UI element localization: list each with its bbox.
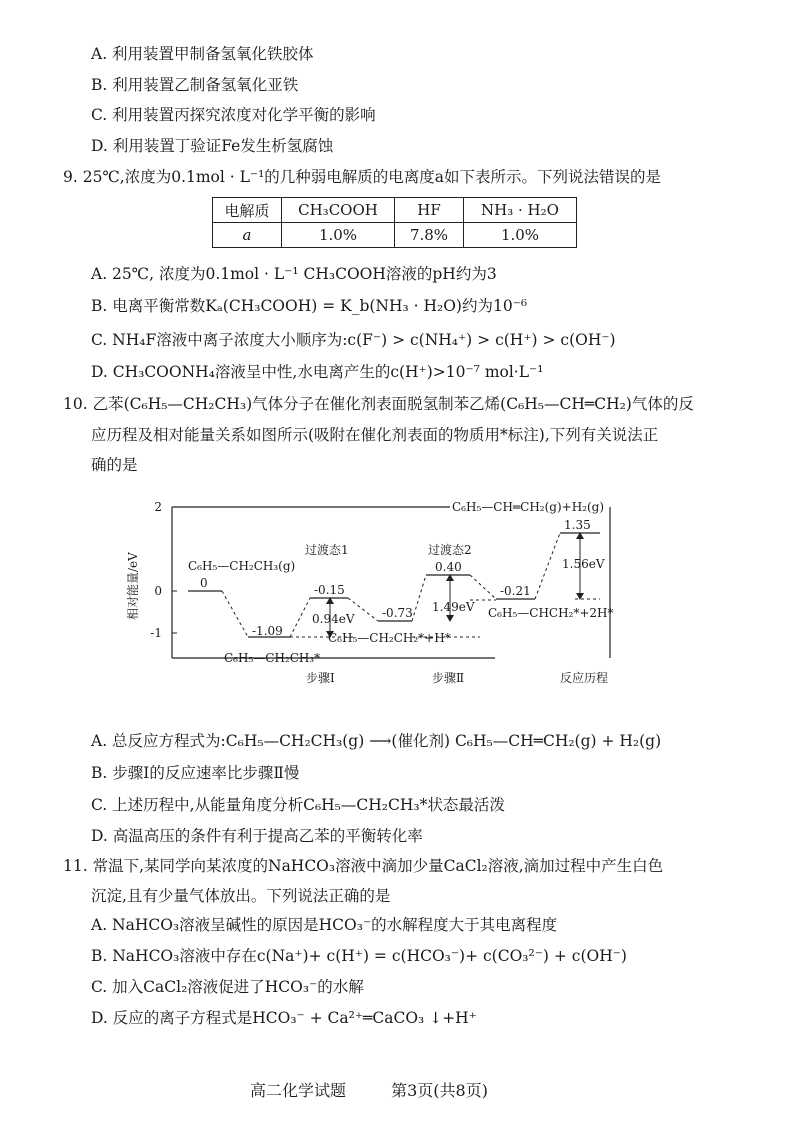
q11-stem-line1: 11. 常温下,某同学向某浓度的NaHCO₃溶液中滴加少量CaCl₂溶液,滴加过程中产生白色 (63, 857, 664, 875)
q9-option-b: B. 电离平衡常数Kₐ(CH₃COOH) = K_b(NH₃ · H₂O)约为10⁻⁶ (91, 297, 528, 315)
ionization-table (212, 197, 577, 248)
q8-option-c: C. 利用装置丙探究浓度对化学平衡的影响 (91, 106, 376, 124)
q11-option-c: C. 加入CaCl₂溶液促进了HCO₃⁻的水解 (91, 978, 364, 996)
connector (535, 533, 560, 599)
table-header: CH₃COOH (282, 198, 395, 223)
table-cell: 7.8% (395, 223, 464, 248)
table-header: HF (395, 198, 464, 223)
energy-value: 0.40 (435, 560, 462, 574)
q10-stem-line3: 确的是 (91, 456, 138, 474)
q11-option-d: D. 反应的离子方程式是HCO₃⁻ + Ca²⁺═CaCO₃ ↓+H⁺ (91, 1009, 477, 1027)
ts2-label: 过渡态2 (428, 543, 472, 557)
q10-option-c: C. 上述历程中,从能量角度分析C₆H₅—CH₂CH₃*状态最活泼 (91, 796, 505, 814)
q11-option-b: B. NaHCO₃溶液中存在c(Na⁺)+ c(H⁺) = c(HCO₃⁻)+ c(CO₃²⁻) + c(OH⁻) (91, 947, 627, 965)
energy-value: -0.21 (500, 584, 531, 598)
q10-stem-line1: 10. 乙苯(C₆H₅—CH₂CH₃)气体分子在催化剂表面脱氢制苯乙烯(C₆H₅—CH═CH₂)气体的反 (63, 395, 694, 413)
q11-option-a: A. NaHCO₃溶液呈碱性的原因是HCO₃⁻的水解程度大于其电离程度 (91, 916, 558, 934)
table-cell: 1.0% (282, 223, 395, 248)
connector (290, 598, 310, 637)
ts1-label: 过渡态1 (305, 543, 349, 557)
y-axis-label: 相对能量/eV (126, 552, 140, 620)
q9-option-c: C. NH₄F溶液中离子浓度大小顺序为:c(F⁻) > c(NH₄⁺) > c(H⁺) > c(OH⁻) (91, 331, 616, 349)
q8-option-d: D. 利用装置丁验证Fe发生析氢腐蚀 (91, 137, 334, 155)
energy-value: 1.35 (564, 518, 591, 532)
q9-stem: 9. 25℃,浓度为0.1mol · L⁻¹的几种弱电解质的电离度a如下表所示。下列说法错误的是 (63, 168, 662, 186)
q9-option-a: A. 25℃, 浓度为0.1mol · L⁻¹ CH₃COOH溶液的pH约为3 (91, 265, 497, 283)
footer-page-number: 第3页(共8页) (391, 1081, 488, 1100)
q8-option-a: A. 利用装置甲制备氢氧化铁胶体 (91, 45, 314, 63)
energy-value: -0.73 (382, 606, 413, 620)
energy-value: 0 (200, 576, 208, 590)
arrow-head (446, 615, 454, 622)
barrier-value: 1.49eV (432, 600, 475, 614)
y-tick-label: 2 (154, 500, 162, 514)
table-cell: 1.0% (464, 223, 577, 248)
connector (470, 575, 496, 599)
footer-subject: 高二化学试题 (250, 1081, 347, 1100)
adsorbed-species-label: C₆H₅—CH₂CH₃* (224, 651, 321, 665)
connector (222, 591, 248, 637)
energy-value: -0.15 (314, 583, 345, 597)
final-species-label: C₆H₅—CH═CH₂(g)+H₂(g) (452, 500, 605, 514)
q9-option-d: D. CH₃COONH₄溶液呈中性,水电离产生的c(H⁺)>10⁻⁷ mol·L⁻¹ (91, 363, 544, 381)
barrier-value: 1.56eV (562, 557, 605, 571)
y-tick-label: -1 (150, 626, 162, 640)
page-footer (250, 1078, 528, 1101)
table-header: NH₃ · H₂O (464, 198, 577, 223)
energy-value: -1.09 (252, 624, 283, 638)
table-cell: a (213, 223, 282, 248)
y-tick-label: 0 (154, 584, 162, 598)
barrier-value: 0.94eV (312, 612, 355, 626)
int1-species-label: C₆H₅—CH₂CH₂*+H* (328, 631, 451, 645)
connector (412, 575, 426, 621)
step-label: 步骤Ⅰ (306, 671, 335, 685)
table-header: 电解质 (213, 198, 282, 223)
start-species-label: C₆H₅—CH₂CH₃(g) (188, 559, 296, 573)
q11-stem-line2: 沉淀,且有少量气体放出。下列说法正确的是 (91, 887, 391, 905)
q10-stem-line2: 应历程及相对能量关系如图所示(吸附在催化剂表面的物质用*标注),下列有关说法正 (91, 426, 659, 444)
q10-option-b: B. 步骤Ⅰ的反应速率比步骤Ⅱ慢 (91, 764, 300, 782)
int2-species-label: C₆H₅—CHCH₂*+2H* (488, 606, 614, 620)
q10-option-a: A. 总反应方程式为:C₆H₅—CH₂CH₃(g) ⟶(催化剂) C₆H₅—CH═CH₂(g) + H₂(g) (91, 732, 662, 750)
energy-profile-chart (120, 490, 630, 695)
q10-option-d: D. 高温高压的条件有利于提高乙苯的平衡转化率 (91, 827, 423, 845)
x-axis-label: 反应历程 (560, 671, 609, 685)
step-label: 步骤Ⅱ (432, 671, 465, 685)
q8-option-b: B. 利用装置乙制备氢氧化亚铁 (91, 76, 299, 94)
